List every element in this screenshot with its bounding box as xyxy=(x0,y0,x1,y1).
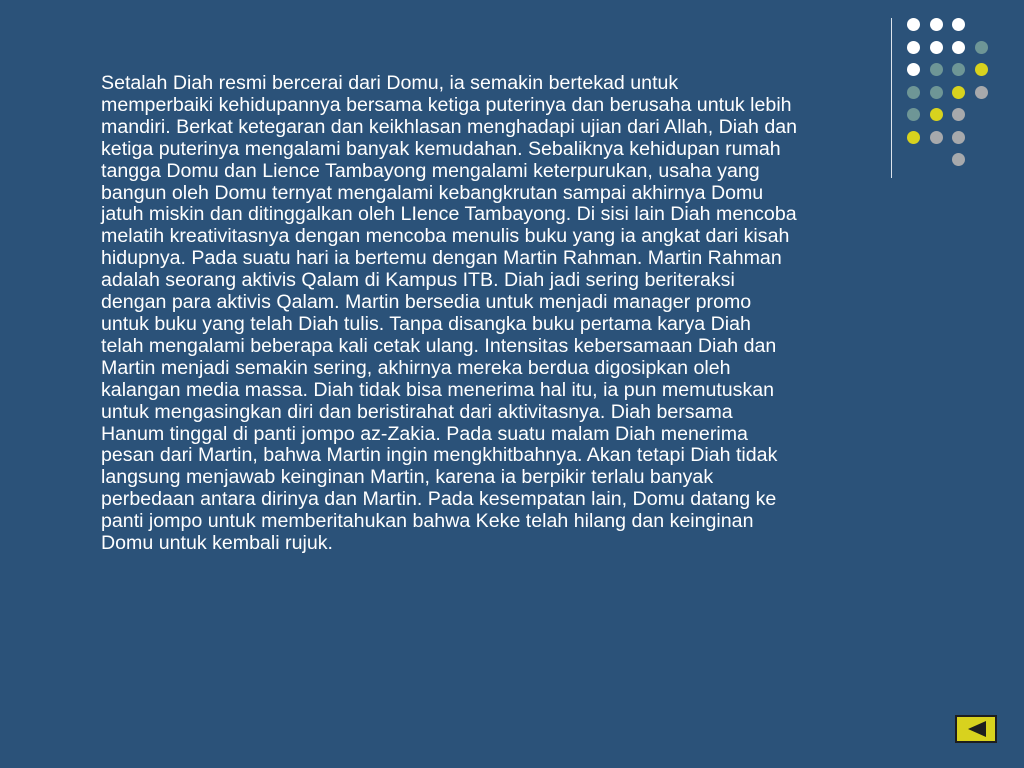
decorative-dot xyxy=(930,41,943,54)
decorative-dot xyxy=(975,63,988,76)
decorative-dot xyxy=(907,41,920,54)
triangle-left-icon xyxy=(968,721,988,737)
decorative-dot xyxy=(952,18,965,31)
decorative-dot xyxy=(975,86,988,99)
decorative-dot xyxy=(930,18,943,31)
slide-body-text: Setalah Diah resmi bercerai dari Domu, ia semakin bertekad untuk memperbaiki kehidupannya bersama ketiga puterinya dan berusaha untuk lebih mandiri. Berkat ketegaran dan keikhlasan menghadapi ujian dari Allah, Diah dan ketiga puterinya mengalami banyak kemudahan. Sebaliknya kehidupan rumah tangga Domu dan Lience Tambayong mengalami keterpurukan, usaha yang bangun oleh Domu ternyat mengalami kebangkrutan sampai akhirnya Domu jatuh miskin dan ditinggalkan oleh LIence Tambayong. Di sisi lain Diah mencoba melatih kreativitasnya dengan mencoba menulis buku yang ia angkat dari kisah hidupnya. Pada suatu hari ia bertemu dengan Martin Rahman. Martin Rahman adalah seorang aktivis Qalam di Kampus ITB. Diah jadi sering beriteraksi dengan para aktivis Qalam. Martin bersedia untuk menjadi manager promo untuk buku yang telah Diah tulis. Tanpa disangka buku pertama karya Diah telah mengalami beberapa kali cetak ulang. Intensitas kebersamaan Diah dan Martin menjadi semakin sering, akhirnya mereka berdua digosipkan oleh kalangan media massa. Diah tidak bisa menerima hal itu, ia pun memutuskan untuk mengasingkan diri dan beristirahat dari aktivitasnya. Diah bersama Hanum tinggal di panti jompo az-Zakia. Pada suatu malam Diah menerima pesan dari Martin, bahwa Martin ingin mengkhitbahnya. Akan tetapi Diah tidak langsung menjawab keinginan Martin, karena ia berpikir terlalu banyak perbedaan antara dirinya dan Martin. Pada kesempatan lain, Domu datang ke panti jompo untuk memberitahukan bahwa Keke telah hilang dan keinginan Domu untuk kembali rujuk. xyxy=(101,72,798,555)
decorative-dot xyxy=(907,18,920,31)
decorative-dot xyxy=(975,41,988,54)
previous-slide-button[interactable] xyxy=(955,715,997,743)
decorative-dot xyxy=(952,41,965,54)
